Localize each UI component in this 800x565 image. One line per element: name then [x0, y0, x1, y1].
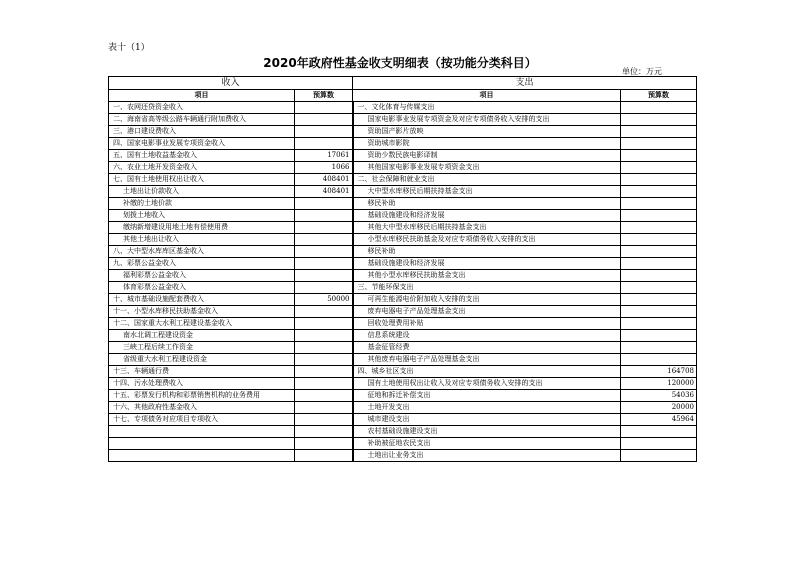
- expenditure-amount-cell: [621, 258, 697, 270]
- income-item-cell: 十、城市基础设施配套费收入: [109, 294, 295, 306]
- income-amount-cell: 50000: [295, 294, 353, 306]
- expenditure-item-cell: 其他大中型水库移民后期扶持基金支出: [353, 222, 621, 234]
- table-row: [109, 198, 697, 210]
- income-item-cell: 划拨土地收入: [109, 210, 295, 222]
- table-row: [109, 318, 697, 330]
- income-item-cell: 土地出让价款收入: [109, 186, 295, 198]
- table-row: [109, 102, 697, 114]
- expenditure-section-header: 支出: [353, 77, 697, 90]
- table-number: 表十（1）: [108, 43, 150, 53]
- expenditure-amount-cell: [621, 210, 697, 222]
- income-amount-cell: [295, 282, 353, 294]
- income-amount-cell: 408401: [295, 174, 353, 186]
- expenditure-item-cell: 城市建设支出: [353, 414, 621, 426]
- expenditure-item-cell: 其他小型水库移民扶助基金支出: [353, 270, 621, 282]
- expenditure-amount-cell: 120000: [621, 378, 697, 390]
- table-row: [109, 234, 697, 246]
- table-row: [109, 306, 697, 318]
- table-row: [109, 342, 697, 354]
- table-body: [109, 102, 697, 462]
- expenditure-amount-cell: [621, 198, 697, 210]
- income-item-cell: 十六、其他政府性基金收入: [109, 402, 295, 414]
- expenditure-amount-header: 预算数: [621, 90, 697, 102]
- income-item-cell: 四、国家电影事业发展专项资金收入: [109, 138, 295, 150]
- income-amount-cell: [295, 402, 353, 414]
- income-item-cell: [109, 438, 295, 450]
- expenditure-amount-cell: 54036: [621, 390, 697, 402]
- income-item-cell: [109, 426, 295, 438]
- table-row: [109, 126, 697, 138]
- expenditure-item-cell: 其他废弃电器电子产品处理基金支出: [353, 354, 621, 366]
- table-row: [109, 270, 697, 282]
- table-row: [109, 258, 697, 270]
- expenditure-amount-cell: [621, 174, 697, 186]
- expenditure-amount-cell: [621, 186, 697, 198]
- expenditure-amount-cell: [621, 426, 697, 438]
- table-row: [109, 426, 697, 438]
- income-amount-cell: 17061: [295, 150, 353, 162]
- expenditure-item-cell: 征地和拆迁补偿支出: [353, 390, 621, 402]
- table-row: [109, 450, 697, 462]
- expenditure-item-cell: 回收处理费用补贴: [353, 318, 621, 330]
- income-amount-cell: [295, 342, 353, 354]
- expenditure-item-cell: 信息系统建设: [353, 330, 621, 342]
- income-item-cell: 六、农业土地开发资金收入: [109, 162, 295, 174]
- table-row: [109, 354, 697, 366]
- table-row: [109, 390, 697, 402]
- expenditure-item-cell: 移民补助: [353, 246, 621, 258]
- table-row: [109, 402, 697, 414]
- expenditure-amount-cell: [621, 102, 697, 114]
- expenditure-amount-cell: [621, 162, 697, 174]
- expenditure-item-cell: 基础设施建设和经济发展: [353, 258, 621, 270]
- expenditure-item-cell: 四、城乡社区支出: [353, 366, 621, 378]
- expenditure-item-cell: 基金征管经费: [353, 342, 621, 354]
- income-item-cell: 一、农网还贷资金收入: [109, 102, 295, 114]
- income-item-cell: 体育彩票公益金收入: [109, 282, 295, 294]
- expenditure-item-cell: 土地出让业务支出: [353, 450, 621, 462]
- income-item-cell: 九、彩票公益金收入: [109, 258, 295, 270]
- expenditure-item-cell: 三、节能环保支出: [353, 282, 621, 294]
- expenditure-amount-cell: 20000: [621, 402, 697, 414]
- income-amount-cell: 408401: [295, 186, 353, 198]
- expenditure-amount-cell: [621, 354, 697, 366]
- income-item-cell: 八、大中型水库库区基金收入: [109, 246, 295, 258]
- expenditure-item-cell: 农村基础设施建设支出: [353, 426, 621, 438]
- expenditure-amount-cell: [621, 342, 697, 354]
- income-item-cell: 福利彩票公益金收入: [109, 270, 295, 282]
- expenditure-item-cell: 基础设施建设和经济发展: [353, 210, 621, 222]
- table-row: [109, 294, 697, 306]
- table-row: [109, 282, 697, 294]
- table-row: [109, 186, 697, 198]
- income-item-cell: 缴纳新增建设用地土地有偿使用费: [109, 222, 295, 234]
- income-amount-cell: [295, 114, 353, 126]
- expenditure-amount-cell: [621, 450, 697, 462]
- expenditure-amount-cell: [621, 234, 697, 246]
- table-row: [109, 366, 697, 378]
- income-item-cell: [109, 450, 295, 462]
- income-amount-cell: [295, 378, 353, 390]
- income-item-cell: 其他土地出让收入: [109, 234, 295, 246]
- expenditure-item-cell: 移民补助: [353, 198, 621, 210]
- income-item-cell: 南水北调工程建设资金: [109, 330, 295, 342]
- expenditure-amount-cell: [621, 114, 697, 126]
- income-item-cell: 十七、专项债务对应项目专项收入: [109, 414, 295, 426]
- income-amount-cell: [295, 450, 353, 462]
- income-item-cell: 五、国有土地收益基金收入: [109, 150, 295, 162]
- expenditure-amount-cell: [621, 138, 697, 150]
- income-item-cell: 十三、车辆通行费: [109, 366, 295, 378]
- expenditure-item-cell: 资助少数民族电影译制: [353, 150, 621, 162]
- income-amount-cell: [295, 246, 353, 258]
- table-row: [109, 414, 697, 426]
- income-item-cell: 七、国有土地使用权出让收入: [109, 174, 295, 186]
- table-row: [109, 114, 697, 126]
- income-amount-cell: [295, 390, 353, 402]
- expenditure-item-cell: 可再生能源电价附加收入安排的支出: [353, 294, 621, 306]
- expenditure-amount-cell: [621, 294, 697, 306]
- expenditure-amount-cell: [621, 222, 697, 234]
- expenditure-item-cell: 国家电影事业发展专项资金及对应专项债务收入安排的支出: [353, 114, 621, 126]
- table-row: [109, 438, 697, 450]
- table-row: [109, 138, 697, 150]
- expenditure-amount-cell: 164708: [621, 366, 697, 378]
- expenditure-item-cell: 大中型水库移民后期扶持基金支出: [353, 186, 621, 198]
- income-amount-cell: [295, 270, 353, 282]
- income-amount-cell: [295, 102, 353, 114]
- income-item-cell: 十五、彩票发行机构和彩票销售机构的业务费用: [109, 390, 295, 402]
- income-amount-cell: [295, 426, 353, 438]
- expenditure-amount-cell: [621, 270, 697, 282]
- income-amount-cell: [295, 222, 353, 234]
- income-amount-cell: [295, 258, 353, 270]
- income-amount-cell: [295, 138, 353, 150]
- expenditure-item-cell: 二、社会保障和就业支出: [353, 174, 621, 186]
- table-row: [109, 378, 697, 390]
- income-amount-cell: [295, 414, 353, 426]
- income-amount-cell: [295, 354, 353, 366]
- budget-table: [108, 76, 697, 462]
- expenditure-item-cell: 资助国产影片放映: [353, 126, 621, 138]
- expenditure-amount-cell: [621, 318, 697, 330]
- expenditure-item-cell: 其他国家电影事业发展专项资金支出: [353, 162, 621, 174]
- income-amount-cell: 1066: [295, 162, 353, 174]
- table-row: [109, 150, 697, 162]
- unit-label: 单位：万元: [622, 67, 662, 76]
- table-row: [109, 246, 697, 258]
- expenditure-item-cell: 补助被征地农民支出: [353, 438, 621, 450]
- income-item-cell: 省级重大水利工程建设资金: [109, 354, 295, 366]
- expenditure-amount-cell: [621, 282, 697, 294]
- table-row: [109, 222, 697, 234]
- page-title: 2020年政府性基金收支明细表（按功能分类科目）: [263, 56, 537, 70]
- income-item-cell: 十一、小型水库移民扶助基金收入: [109, 306, 295, 318]
- expenditure-amount-cell: 45964: [621, 414, 697, 426]
- expenditure-item-header: 项目: [353, 90, 621, 102]
- expenditure-amount-cell: [621, 330, 697, 342]
- table-row: [109, 162, 697, 174]
- income-item-cell: 十四、污水处理费收入: [109, 378, 295, 390]
- income-amount-cell: [295, 234, 353, 246]
- expenditure-item-cell: 一、文化体育与传媒支出: [353, 102, 621, 114]
- income-amount-cell: [295, 210, 353, 222]
- income-amount-cell: [295, 330, 353, 342]
- income-item-cell: 三峡工程后续工作资金: [109, 342, 295, 354]
- expenditure-item-cell: 国有土地使用权出让收入及对应专项债务收入安排的支出: [353, 378, 621, 390]
- income-amount-cell: [295, 126, 353, 138]
- income-amount-cell: [295, 198, 353, 210]
- table-row: [109, 330, 697, 342]
- income-item-header: 项目: [109, 90, 295, 102]
- income-item-cell: 三、港口建设费收入: [109, 126, 295, 138]
- expenditure-amount-cell: [621, 150, 697, 162]
- expenditure-amount-cell: [621, 438, 697, 450]
- income-item-cell: 补缴的土地价款: [109, 198, 295, 210]
- income-item-cell: 十二、国家重大水利工程建设基金收入: [109, 318, 295, 330]
- income-amount-cell: [295, 438, 353, 450]
- income-section-header: 收入: [109, 77, 353, 90]
- table-row: [109, 210, 697, 222]
- expenditure-amount-cell: [621, 246, 697, 258]
- income-amount-cell: [295, 366, 353, 378]
- income-amount-cell: [295, 306, 353, 318]
- expenditure-item-cell: 资助城市影院: [353, 138, 621, 150]
- expenditure-item-cell: 小型水库移民扶助基金及对应专项债务收入安排的支出: [353, 234, 621, 246]
- expenditure-item-cell: 土地开发支出: [353, 402, 621, 414]
- income-amount-header: 预算数: [295, 90, 353, 102]
- expenditure-amount-cell: [621, 126, 697, 138]
- income-amount-cell: [295, 318, 353, 330]
- expenditure-amount-cell: [621, 306, 697, 318]
- table-row: [109, 174, 697, 186]
- expenditure-item-cell: 废弃电器电子产品处理基金支出: [353, 306, 621, 318]
- income-item-cell: 二、海南省高等级公路车辆通行附加费收入: [109, 114, 295, 126]
